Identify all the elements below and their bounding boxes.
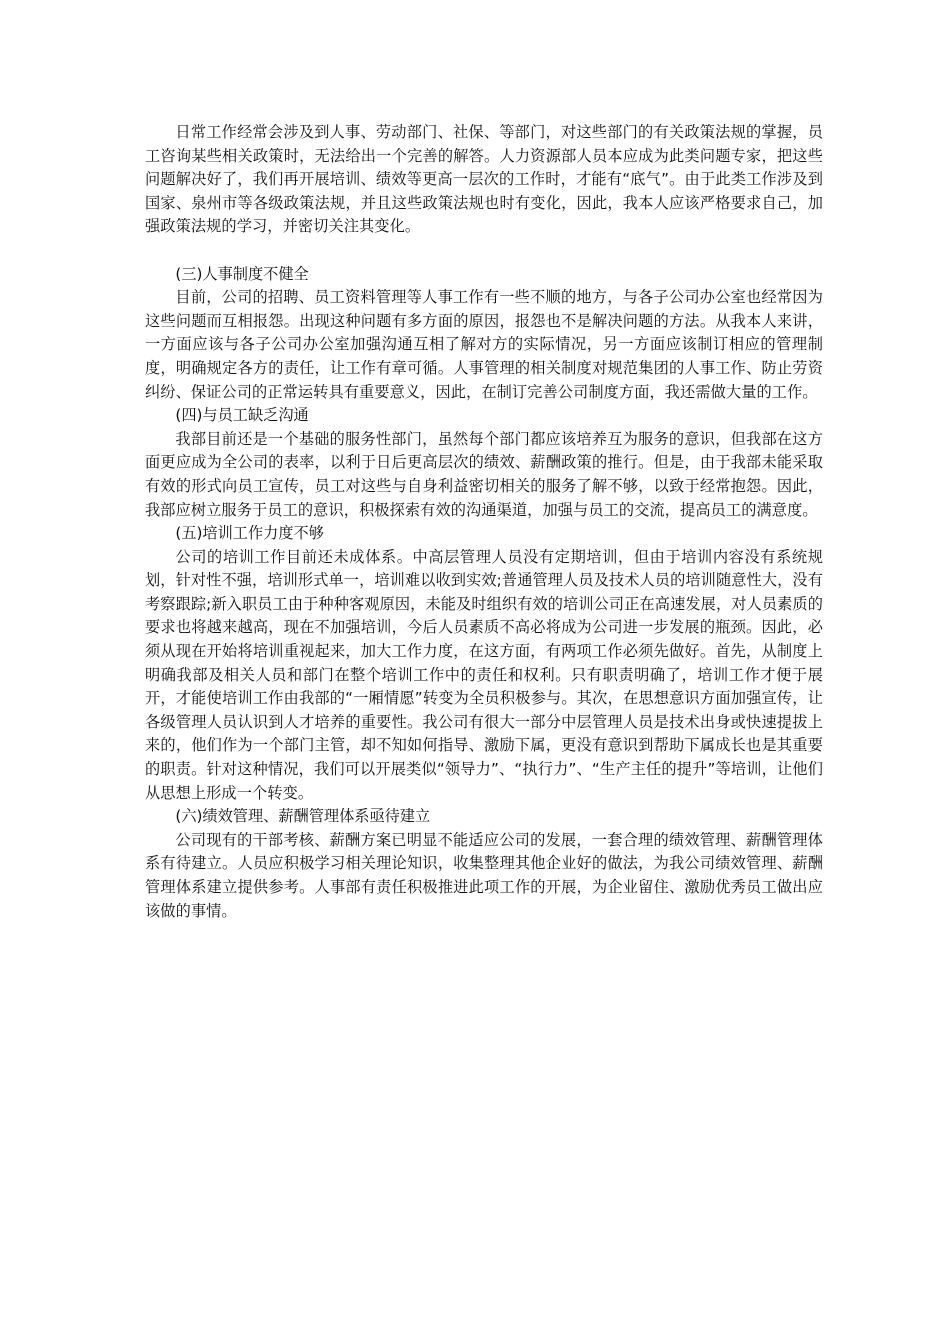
section-body-performance-compensation: 公司现有的干部考核、薪酬方案已明显不能适应公司的发展，一套合理的绩效管理、薪酬管理体系有待建立。人员应积极学习相关理论知识，收集整理其他企业好的做法，为我公司绩效管理、薪酬管理体系建立提供参考。人事部有责任积极推进此项工作的开展，为企业留住、激励优秀员工做出应该做的事情。 (145, 830, 823, 920)
section-heading-personnel-system: (三)人事制度不健全 (175, 264, 309, 283)
section-heading-communication: (四)与员工缺乏沟通 (175, 406, 309, 425)
intro-paragraph: 日常工作经常会涉及到人事、劳动部门、社保、等部门，对这些部门的有关政策法规的掌握，员工咨询某些相关政策时，无法给出一个完善的解答。人力资源部人员本应成为此类问题专家，把这些问题解决好了，我们再开展培训、绩效等更高一层次的工作时，才能有“底气”。由于此类工作涉及到国家、泉州市等各级政策法规，并且这些政策法规也时有变化，因此，我本人应该严格要求自己，加强政策法规的学习，并密切关注其变化。 (145, 123, 823, 236)
section-body-training: 公司的培训工作目前还未成体系。中高层管理人员没有定期培训，但由于培训内容没有系统规划，针对性不强，培训形式单一，培训难以收到实效;普通管理人员及技术人员的培训随意性大，没有考察跟踪;新入职员工由于种种客观原因，未能及时组织有效的培训公司正在高速发展，对人员素质的要求也将越来越高，现在不加强培训，今后人员素质不高必将成为公司进一步发展的瓶颈。因此，必须从现在开始将培训重视起来，加大工作力度，在这方面，有两项工作必须先做好。首先，从制度上明确我部及相关人员和部门在整个培训工作中的责任和权利。只有职责明确了，培训工作才便于展开，才能使培训工作由我部的“一厢情愿”转变为全员积极参与。其次，在思想意识方面加强宣传，让各级管理人员认识到人才培养的重要性。我公司有很大一部分中层管理人员是技术出身或快速提拔上来的，他们作为一个部门主管，却不知如何指导、激励下属，更没有意识到帮助下属成长也是其重要的职责。针对这种情况，我们可以开展类似“领导力”、“执行力”、“生产主任的提升”等培训，让他们从思想上形成一个转变。 (145, 547, 823, 802)
document-body (145, 121, 823, 923)
section-heading-training: (五)培训工作力度不够 (175, 524, 324, 543)
section-body-personnel-system: 目前，公司的招聘、员工资料管理等人事工作有一些不顺的地方，与各子公司办公室也经常因为这些问题而互相报怨。出现这种问题有多方面的原因，报怨也不是解决问题的方法。从我本人来讲，一方面应该与各子公司办公室加强沟通互相了解对方的实际情况，另一方面应该制订相应的管理制度，明确规定各方的责任，让工作有章可循。人事管理的相关制度对规范集团的人事工作、防止劳资纠纷、保证公司的正常运转具有重要意义，因此，在制订完善公司制度方面，我还需做大量的工作。 (145, 288, 823, 401)
section-body-communication: 我部目前还是一个基础的服务性部门，虽然每个部门都应该培养互为服务的意识，但我部在这方面更应成为全公司的表率，以利于日后更高层次的绩效、薪酬政策的推行。但是，由于我部未能采取有效的形式向员工宣传，员工对这些与自身利益密切相关的服务了解不够，以致于经常抱怨。因此，我部应树立服务于员工的意识，积极探索有效的沟通渠道，加强与员工的交流，提高员工的满意度。 (145, 429, 823, 519)
paragraph-spacer (145, 239, 823, 263)
section-heading-performance-compensation: (六)绩效管理、薪酬管理体系亟待建立 (175, 807, 431, 826)
